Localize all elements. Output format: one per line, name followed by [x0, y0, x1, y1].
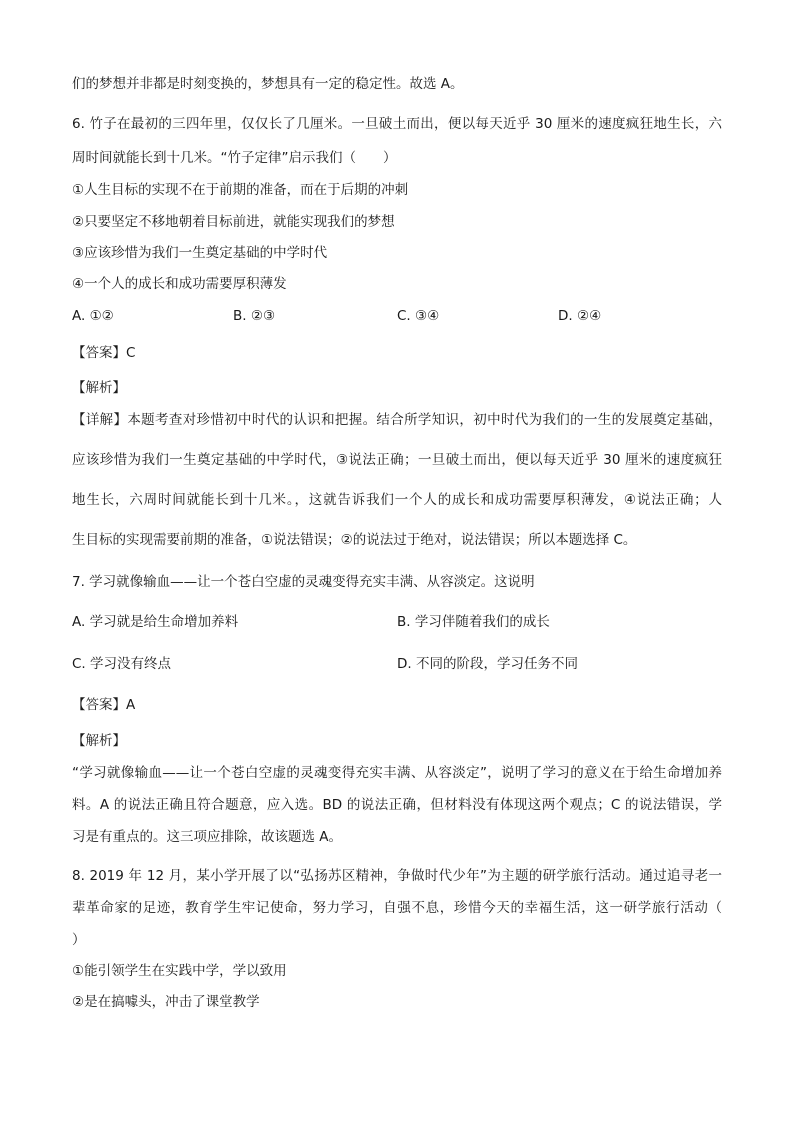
answer-label: 【答案】C: [72, 345, 136, 361]
statement-2: ②只要坚定不移地朝着目标前进，就能实现我们的梦想: [72, 214, 395, 230]
statement-2: ②是在搞噱头，冲击了课堂教学: [72, 994, 260, 1010]
explanation-line: 【详解】本题考查对珍惜初中时代的认识和把握。结合所学知识，初中时代为我们的一生的发展奠定基础，: [72, 412, 722, 428]
option-b: B. 学习伴随着我们的成长: [397, 614, 550, 630]
explanation-line: 习是有重点的。这三项应排除，故该题选 A。: [72, 829, 343, 845]
text-line: 们的梦想并非都是时刻变换的，梦想具有一定的稳定性。故选 A。: [72, 76, 464, 92]
explanation-line: 生目标的实现需要前期的准备，①说法错误；②的说法过于绝对，说法错误；所以本题选择 C。: [72, 532, 637, 548]
analysis-label: 【解析】: [72, 380, 126, 396]
answer-label: 【答案】A: [72, 697, 136, 713]
question-8-stem-cont: 辈革命家的足迹，教育学生牢记使命，努力学习，自强不息，珍惜今天的幸福生活，这一研学旅行活动（: [72, 900, 722, 916]
question-8-stem-cont: ）: [72, 932, 86, 948]
statement-4: ④一个人的成长和成功需要厚积薄发: [72, 276, 287, 292]
option-c: C. ③④: [397, 308, 440, 324]
statement-3: ③应该珍惜为我们一生奠定基础的中学时代: [72, 245, 328, 261]
question-6-stem-cont: 周时间就能长到十几米。“竹子定律”启示我们（ ）: [72, 150, 397, 166]
analysis-label: 【解析】: [72, 733, 126, 749]
question-6-stem: 6. 竹子在最初的三四年里，仅仅长了几厘米。一旦破土而出，便以每天近乎 30 厘米的速度疯狂地生长，六: [72, 116, 722, 132]
option-a: A. ①②: [72, 308, 114, 324]
question-7-stem: 7. 学习就像输血——让一个苍白空虚的灵魂变得充实丰满、从容淡定。这说明: [72, 574, 535, 590]
statement-1: ①能引领学生在实践中学，学以致用: [72, 963, 287, 979]
question-8-stem: 8. 2019 年 12 月，某小学开展了以“弘扬苏区精神，争做时代少年”为主题的研学旅行活动。通过追寻老一: [72, 868, 722, 884]
option-d: D. 不同的阶段，学习任务不同: [397, 656, 578, 672]
statement-1: ①人生目标的实现不在于前期的准备，而在于后期的冲刺: [72, 182, 409, 198]
option-d: D. ②④: [558, 308, 602, 324]
option-b: B. ②③: [233, 308, 276, 324]
explanation-line: 料。A 的说法正确且符合题意，应入选。BD 的说法正确，但材料没有体现这两个观点；C 的说法错误，学: [72, 797, 722, 813]
option-c: C. 学习没有终点: [72, 656, 172, 672]
explanation-line: 地生长，六周时间就能长到十几米。，这就告诉我们一个人的成长和成功需要厚积薄发，④说法正确；人: [72, 492, 722, 508]
explanation-line: “学习就像输血——让一个苍白空虚的灵魂变得充实丰满、从容淡定”，说明了学习的意义在于给生命增加养: [72, 765, 722, 781]
option-a: A. 学习就是给生命增加养料: [72, 614, 239, 630]
explanation-line: 应该珍惜为我们一生奠定基础的中学时代，③说法正确；一旦破土而出，便以每天近乎 30 厘米的速度疯狂: [72, 452, 722, 468]
